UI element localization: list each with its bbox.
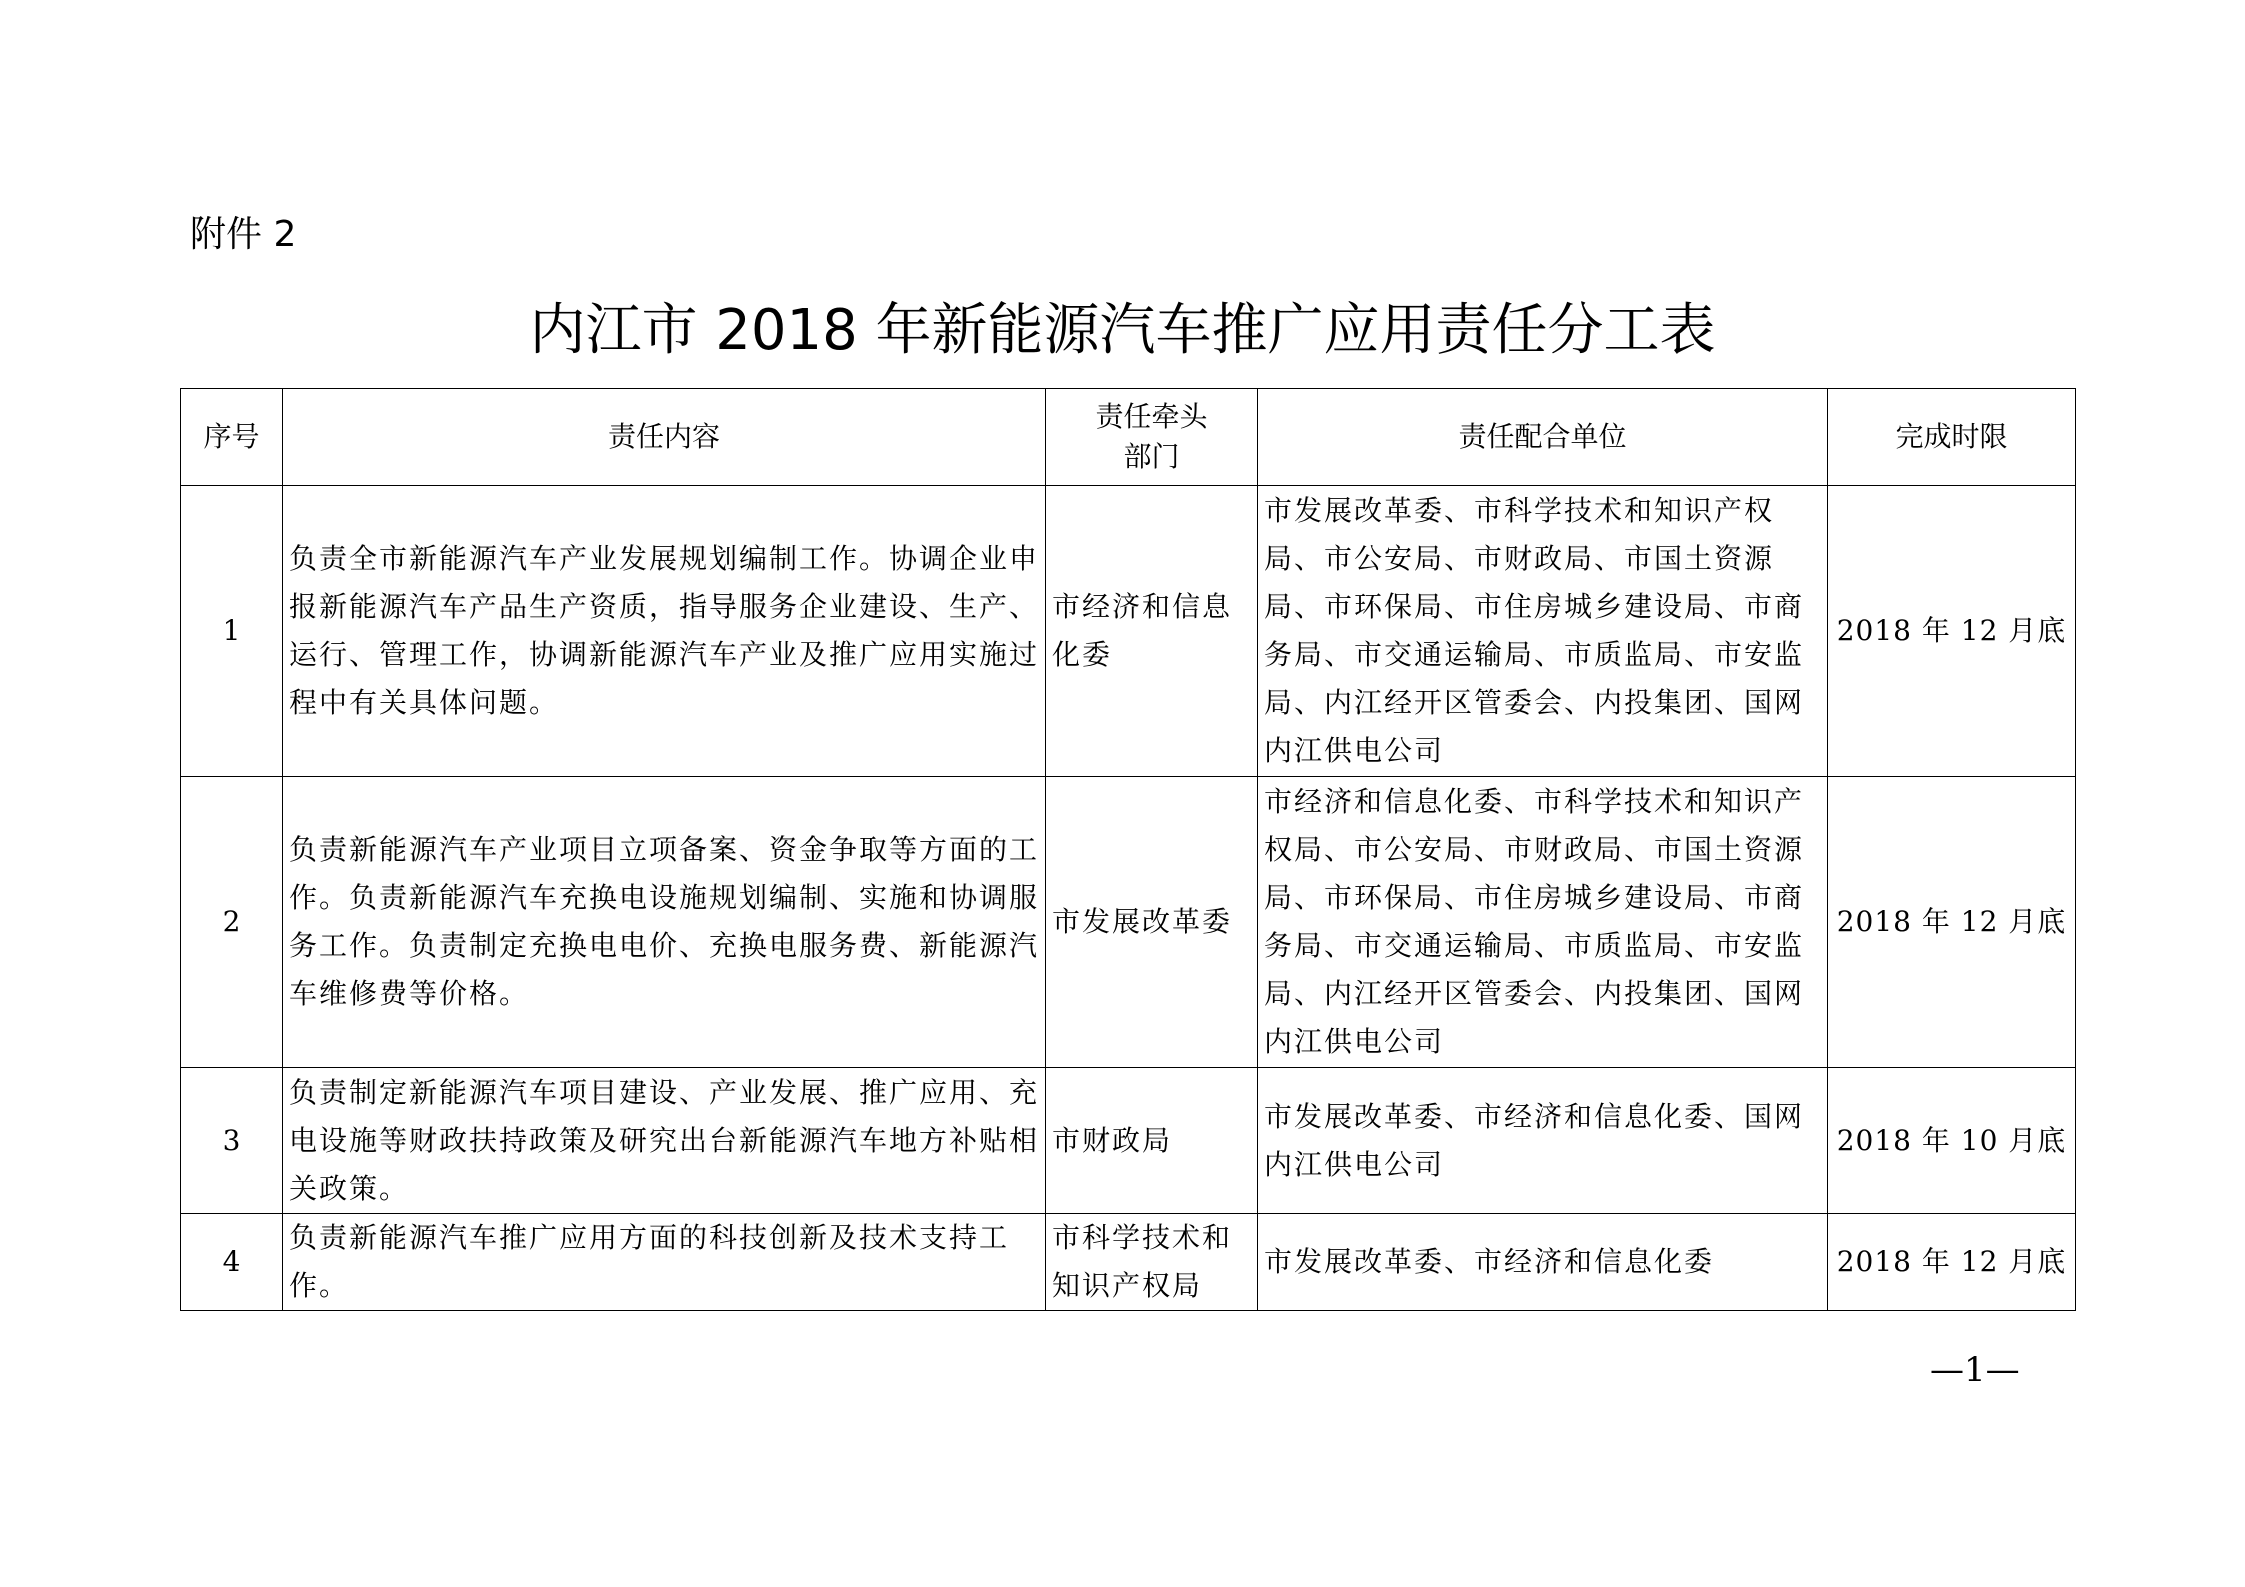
cell-content: 负责新能源汽车产业项目立项备案、资金争取等方面的工作。负责新能源汽车充换电设施规划编制、实施和协调服务工作。负责制定充换电电价、充换电服务费、新能源汽车维修费等价格。 (283, 777, 1046, 1068)
header-no: 序号 (181, 389, 283, 486)
attachment-label: 附件 2 (190, 214, 297, 255)
cell-no: 2 (181, 777, 283, 1068)
page-number: —1— (1930, 1350, 2020, 1390)
cell-content: 负责新能源汽车推广应用方面的科技创新及技术支持工作。 (283, 1214, 1046, 1311)
cell-no: 4 (181, 1214, 283, 1311)
cell-lead: 市科学技术和知识产权局 (1046, 1214, 1258, 1311)
document-title: 内江市 2018 年新能源汽车推广应用责任分工表 (529, 298, 1716, 363)
cell-lead: 市经济和信息化委 (1046, 486, 1258, 777)
table-row (181, 1068, 2076, 1214)
cell-no: 3 (181, 1068, 283, 1214)
header-lead (1046, 389, 1258, 486)
header-content: 责任内容 (283, 389, 1046, 486)
header-deadline: 完成时限 (1828, 389, 2076, 486)
cell-deadline: 2018 年 10 月底 (1828, 1068, 2076, 1214)
table-row (181, 486, 2076, 777)
cell-content: 负责制定新能源汽车项目建设、产业发展、推广应用、充电设施等财政扶持政策及研究出台新能源汽车地方补贴相关政策。 (283, 1068, 1046, 1214)
table-header-row (181, 389, 2076, 486)
table-row (181, 1214, 2076, 1311)
header-lead-line2: 部门 (1123, 440, 1180, 473)
cell-coop: 市发展改革委、市经济和信息化委 (1258, 1214, 1828, 1311)
cell-coop: 市发展改革委、市经济和信息化委、国网内江供电公司 (1258, 1068, 1828, 1214)
cell-deadline: 2018 年 12 月底 (1828, 1214, 2076, 1311)
header-lead-line1: 责任牵头 (1095, 400, 1208, 433)
cell-deadline: 2018 年 12 月底 (1828, 777, 2076, 1068)
table-row (181, 777, 2076, 1068)
cell-coop: 市经济和信息化委、市科学技术和知识产权局、市公安局、市财政局、市国土资源局、市环保局、市住房城乡建设局、市商务局、市交通运输局、市质监局、市安监局、内江经开区管委会、内投集团、国网内江供电公司 (1258, 777, 1828, 1068)
cell-coop: 市发展改革委、市科学技术和知识产权局、市公安局、市财政局、市国土资源局、市环保局、市住房城乡建设局、市商务局、市交通运输局、市质监局、市安监局、内江经开区管委会、内投集团、国网内江供电公司 (1258, 486, 1828, 777)
header-coop: 责任配合单位 (1258, 389, 1828, 486)
cell-lead: 市财政局 (1046, 1068, 1258, 1214)
cell-lead: 市发展改革委 (1046, 777, 1258, 1068)
cell-no: 1 (181, 486, 283, 777)
cell-deadline: 2018 年 12 月底 (1828, 486, 2076, 777)
responsibility-table (180, 388, 2076, 1311)
cell-content: 负责全市新能源汽车产业发展规划编制工作。协调企业申报新能源汽车产品生产资质，指导服务企业建设、生产、运行、管理工作，协调新能源汽车产业及推广应用实施过程中有关具体问题。 (283, 486, 1046, 777)
